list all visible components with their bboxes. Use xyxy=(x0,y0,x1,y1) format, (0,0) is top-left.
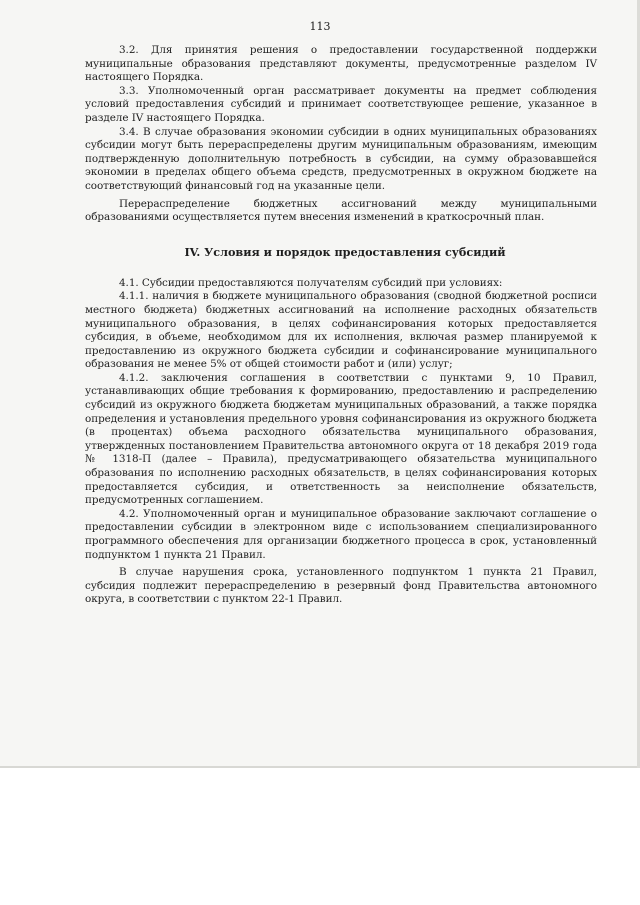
page-number: 113 xyxy=(309,20,331,33)
paragraph-4-1-1: 4.1.1. наличия в бюджете муниципального образования (сводной бюджетной росписи местного бюджета) бюджетных ассигнований на исполнение расходных обязательств муниципального образования, в целях софинансирования которых предоставляется субсидия, в объеме, необходимом для их исполнения, включая размер планируемой к предоставлению из окружного бюджета субсидии и софинансирование муниципального образования не менее 5% от общей стоимости работ и (или) услуг; xyxy=(85,290,597,371)
paragraph-redistribution: Перераспределение бюджетных ассигнований между муниципальными образованиями осуществляется путем внесения изменений в краткосрочный план. xyxy=(85,197,597,224)
paragraph-4-1-2: 4.1.2. заключения соглашения в соответствии с пунктами 9, 10 Правил, устанавливающих общие требования к формированию, предоставлению и распределению субсидий из окружного бюджета бюджетам муниципальных образований, а также порядка определения и установления предельного уровня софинансирования из окружного бюджета (в процентах) объема расходного обязательства муниципального образования, утвержденных постановлением Правительства автономного округа от 18 декабря 2019 года № 1318-П (далее – Правила), предусматривающего обязательства муниципального образования по исполнению расходных обязательств, в целях софинансирования которых предоставляется субсидия, и ответственность за неисполнение обязательств, предусмотренных соглашением. xyxy=(85,371,597,507)
paragraph-4-2: 4.2. Уполномоченный орган и муниципальное образование заключают соглашение о предоставлении субсидии в электронном виде с использованием специализированного программного обеспечения для организации бюджетного процесса в срок, установленный подпунктом 1 пункта 21 Правил. xyxy=(85,507,597,561)
paragraph-3-4: 3.4. В случае образования экономии субсидии в одних муниципальных образованиях субсидии могут быть перераспределены другим муниципальным образованиям, имеющим подтвержденную дополнительную потребность в субсидии, на сумму образовавшейся экономии в пределах общего объема средств, предусмотренных в окружном бюджете на соответствующий финансовый год на указанные цели. xyxy=(85,125,597,192)
paragraph-3-2: 3.2. Для принятия решения о предоставлении государственной поддержки муниципальные образования представляют документы, предусмотренные разделом IV настоящего Порядка. xyxy=(85,44,597,84)
paragraph-3-3: 3.3. Уполномоченный орган рассматривает документы на предмет соблюдения условий предоставления субсидий и принимает соответствующее решение, указанное в разделе IV настоящего Порядка. xyxy=(85,84,597,124)
section-heading: IV. Условия и порядок предоставления субсидий xyxy=(184,244,506,259)
document-body xyxy=(85,44,597,607)
paragraph-violation: В случае нарушения срока, установленного подпунктом 1 пункта 21 Правил, субсидия подлежит перераспределению в резервный фонд Правительства автономного округа, в соответствии с пунктом 22-1 Правил. xyxy=(85,566,597,606)
paragraph-4-1: 4.1. Субсидии предоставляются получателям субсидий при условиях: xyxy=(119,276,503,289)
